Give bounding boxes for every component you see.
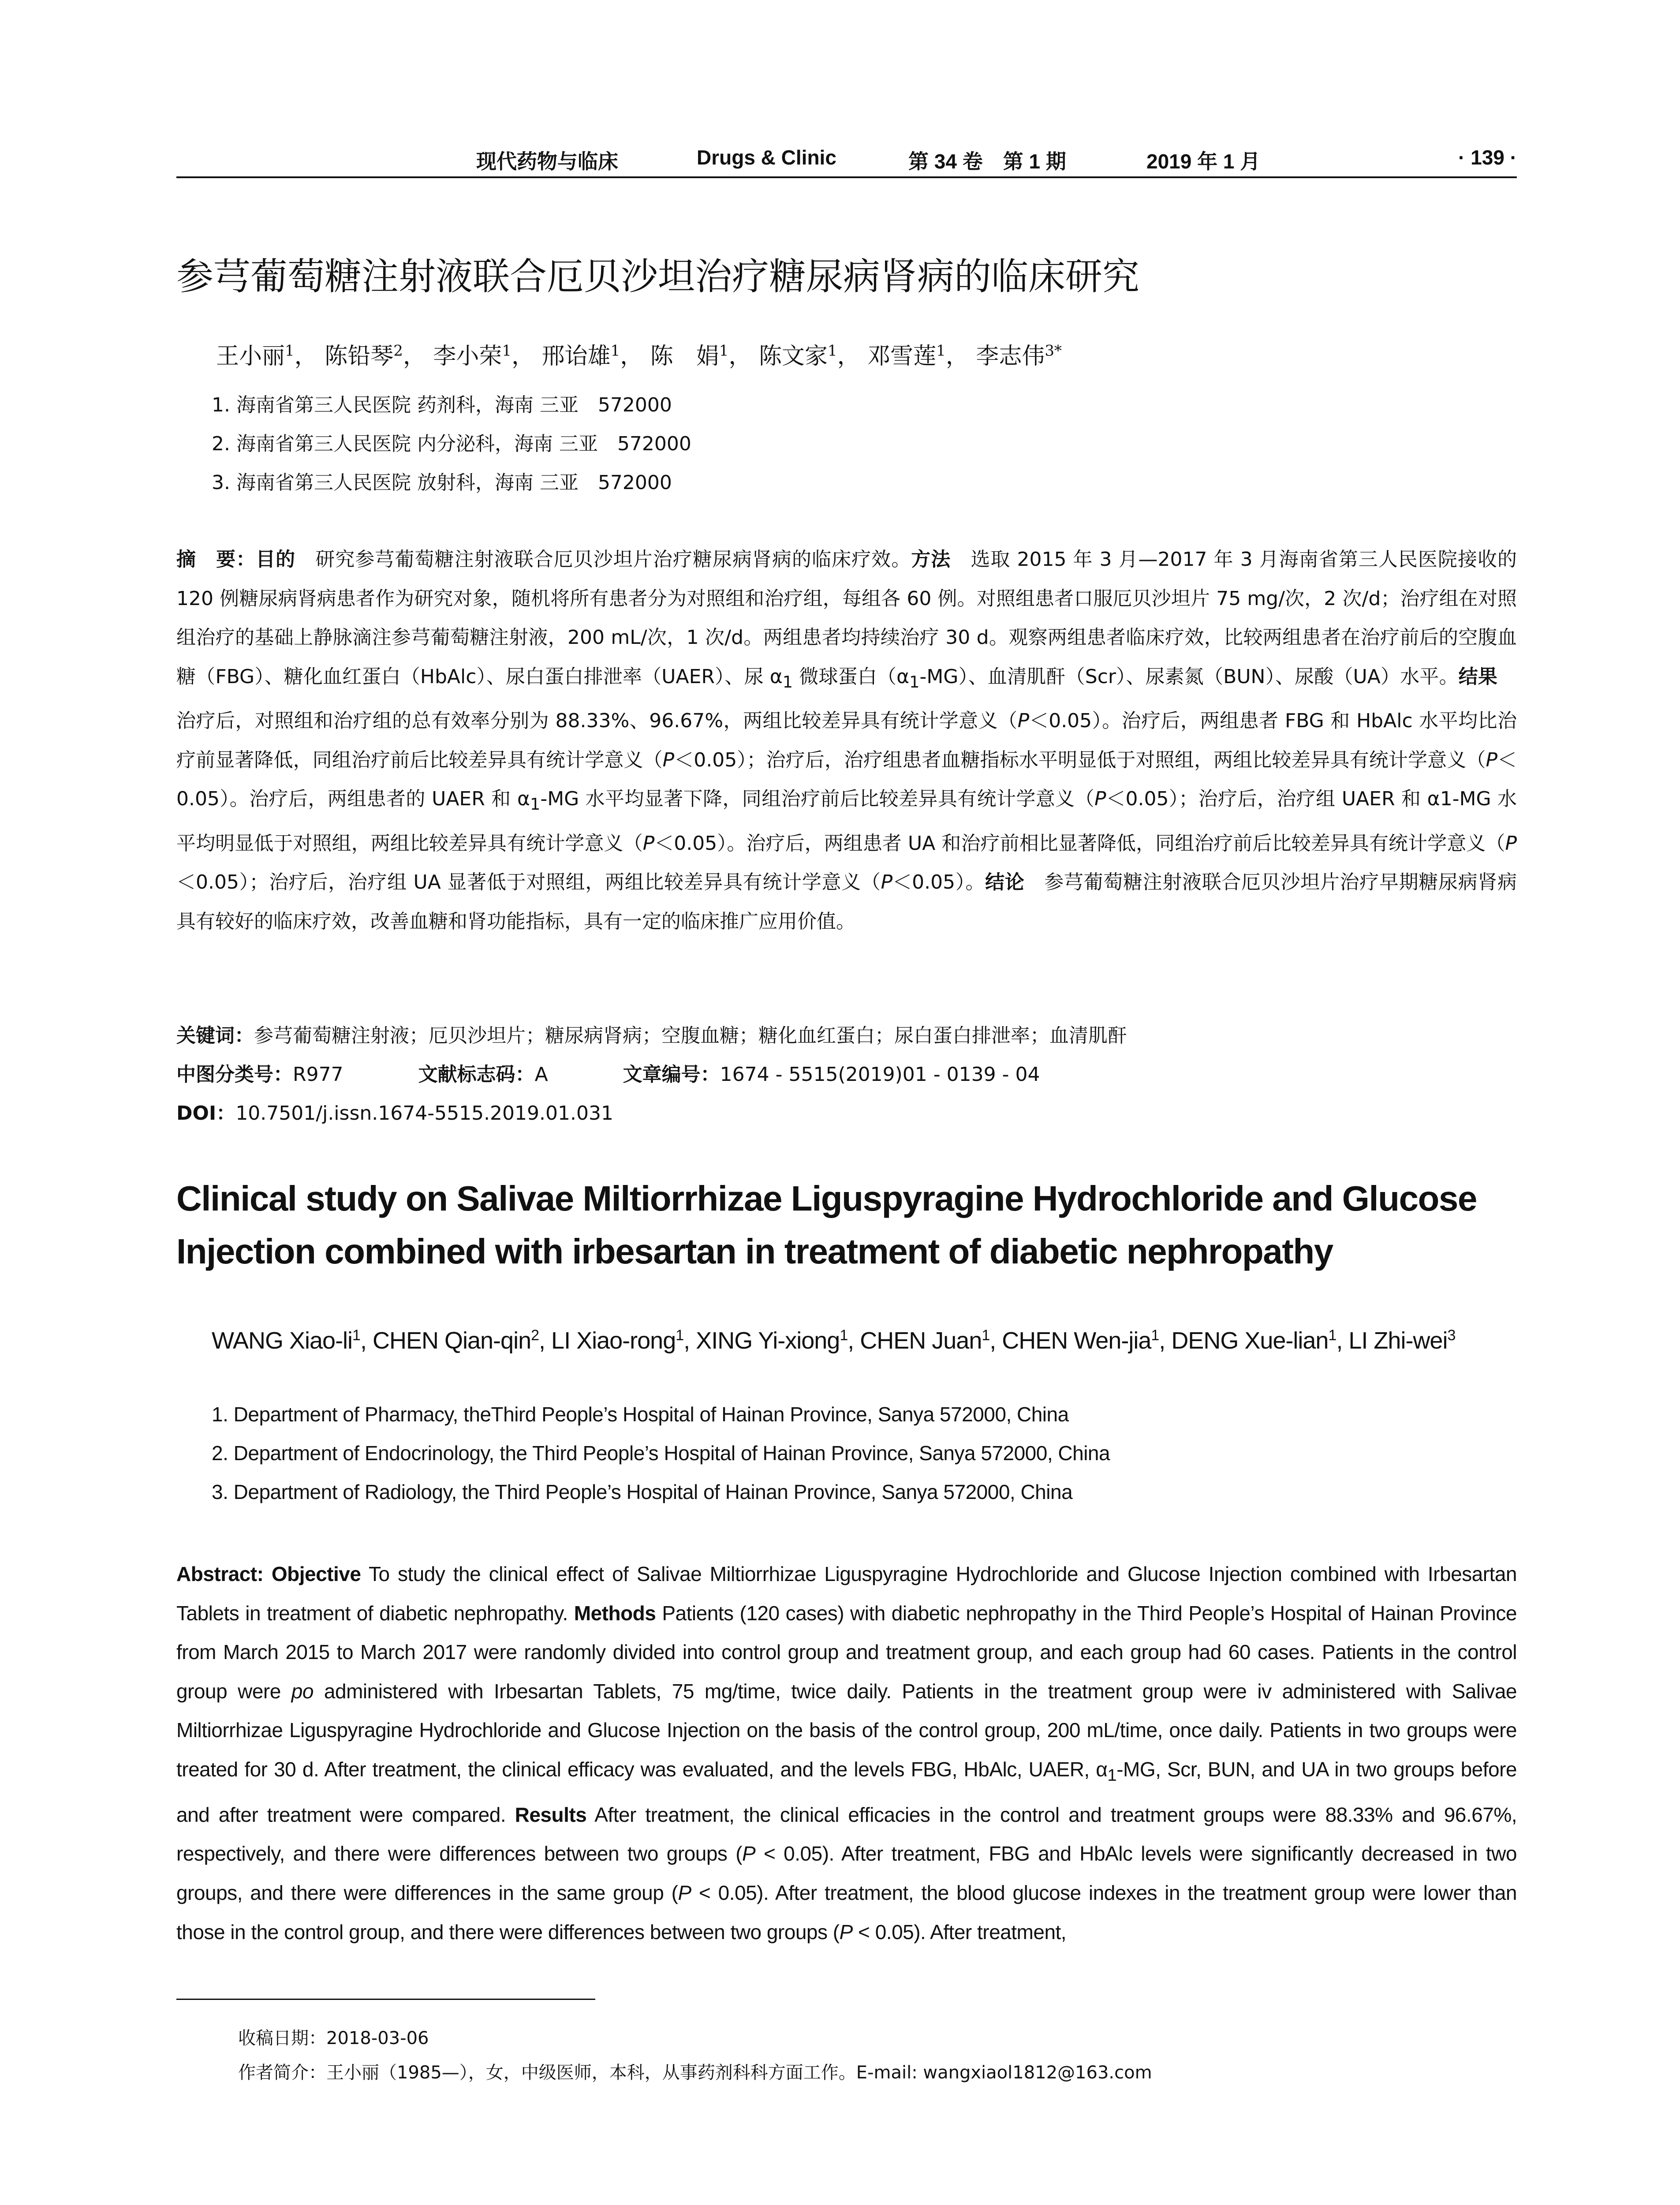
- doi-value: 10.7501/j.issn.1674-5515.2019.01.031: [235, 1102, 613, 1125]
- journal-name-en: Drugs & Clinic: [697, 146, 836, 169]
- author-en: CHEN Qian-qin$^2$: [372, 1327, 539, 1354]
- affiliation-cn: 3. 海南省第三人民医院 放射科，海南 三亚 572000: [212, 471, 672, 494]
- document-code: A: [534, 1063, 548, 1086]
- results-label-cn: 结果: [1458, 665, 1497, 688]
- clc-number: R977: [293, 1063, 343, 1086]
- affiliation-en: 1. Department of Pharmacy, theThird People’s Hospital of Hainan Province, Sanya 572000, China: [212, 1403, 1069, 1426]
- objective-label-cn: 目的: [256, 548, 296, 571]
- abstract-en: Abstract: Objective To study the clinical effect of Salivae Miltiorrhizae Liguspyragine Hydrochloride and Glucose Injection combined with Irbesartan Tablets in treatment of diabetic nephropathy. Methods Patients (120 cases) with diabetic nephropathy in the Third People’s Hospital of Hainan Province from March 2015 to March 2017 were randomly divided into control group and treatment group, and each group had 60 cases. Patients in the control group were po administered with Irbesartan Tablets, 75 mg/time, twice daily. Patients in the treatment group were iv administered with Salivae Miltiorrhizae Liguspyragine Hydrochloride and Glucose Injection on the basis of the control group, 200 mL/time, once daily. Patients in two groups were treated for 30 d. After treatment, the clinical efficacy was evaluated, and the levels FBG, HbAlc, UAER, $\alpha_1-MG$, Scr, BUN, and UA in two groups before and after treatment were compared. Results After treatment, the clinical efficacies in the control and treatment groups were 88.33% and 96.67%, respectively, and there were differences between two groups (P < 0.05). After treatment, FBG and HbAlc levels were significantly decreased in two groups, and there were differences in the same group (P < 0.05). After treatment, the blood glucose indexes in the treatment group were lower than those in the control group, and there were differences between two groups (P < 0.05). After treatment,: [176, 1562, 1517, 1943]
- abstract-label-en: Abstract:: [176, 1562, 264, 1585]
- journal-name-cn: 现代药物与临床: [476, 150, 618, 173]
- running-header: [176, 140, 1517, 176]
- abstract-label-cn: 摘 要：: [176, 548, 256, 571]
- objective-label-en: Objective: [271, 1562, 361, 1585]
- classification-line: 中图分类号：R977 文献标志码：A 文章编号：1674 - 5515(2019)01 - 0139 - 04: [176, 1063, 1040, 1086]
- volume-issue: 第 34 卷 第 1 期: [908, 150, 1066, 173]
- author-cn: 陈铅琴$^2$: [325, 342, 403, 370]
- keywords-label: 关键词：: [176, 1024, 254, 1047]
- affiliation-cn: 1. 海南省第三人民医院 药剂科，海南 三亚 572000: [212, 394, 672, 416]
- issue-date: 2019 年 1 月: [1146, 150, 1261, 173]
- author-cn: 陈 娟$^1$: [650, 342, 729, 370]
- affiliation-cn: 2. 海南省第三人民医院 内分泌科，海南 三亚 572000: [212, 433, 691, 455]
- affiliation-en: 2. Department of Endocrinology, the Third People’s Hospital of Hainan Province, Sanya 572000, China: [212, 1442, 1110, 1465]
- author-en: LI Zhi-wei$^3$: [1348, 1327, 1456, 1354]
- abstract-cn: 摘 要：目的 研究参芎葡萄糖注射液联合厄贝沙坦片治疗糖尿病肾病的临床疗效。方法 选取 2015 年 3 月—2017 年 3 月海南省第三人民医院接收的 120 例糖尿病肾病患者作为研究对象，随机将所有患者分为对照组和治疗组，每组各 60 例。对照组患者口服厄贝沙坦片 75 mg/次，2 次/d；治疗组在对照组治疗的基础上静脉滴注参芎葡萄糖注射液，200 mL/次，1 次/d。两组患者均持续治疗 30 d。观察两组患者临床疗效，比较两组患者在治疗前后的空腹血糖（FBG）、糖化血红蛋白（HbAlc）、尿白蛋白排泄率（UAER）、尿 $\alpha_1$ 微球蛋白$(\alpha_1-MG)$、血清肌酐（Scr）、尿素氮（BUN）、尿酸（UA）水平。结果 治疗后，对照组和治疗组的总有效率分别为 88.33%、96.67%，两组比较差异具有统计学意义（P＜0.05）。治疗后，两组患者 FBG 和 HbAlc 水平均比治疗前显著降低，同组治疗前后比较差异具有统计学意义（P＜0.05）；治疗后，治疗组患者血糖指标水平明显低于对照组，两组比较差异具有统计学意义（P＜0.05）。治疗后，两组患者的 UAER 和 $\alpha_1-MG$ 水平均显著下降，同组治疗前后比较差异具有统计学意义（P＜0.05）；治疗后，治疗组 UAER 和 α1-MG 水平均明显低于对照组，两组比较差异具有统计学意义（P＜0.05）。治疗后，两组患者 UA 和治疗前相比显著降低，同组治疗前后比较差异具有统计学意义（P＜0.05）；治疗后，治疗组 UA 显著低于对照组，两组比较差异具有统计学意义（P＜0.05）。结论 参芎葡萄糖注射液联合厄贝沙坦片治疗早期糖尿病肾病具有较好的临床疗效，改善血糖和肾功能指标，具有一定的临床推广应用价值。: [176, 548, 1517, 933]
- author-cn: 陈文家$^1$: [758, 342, 837, 370]
- received-date: 收稿日期：2018-03-06: [238, 2028, 429, 2048]
- results-label-en: Results: [515, 1803, 587, 1826]
- conclusion-label-cn: 结论: [985, 871, 1025, 894]
- author-en: DENG Xue-lian$^1$: [1171, 1327, 1337, 1354]
- author-list-en: WANG Xiao-$li^1$, CHEN Qian-qin$^2$, LI Xiao-rong$^1$, XING Yi-xiong$^1$, CHEN Juan$^1$, CHEN Wen-jia$^1$, DENG Xue-lian$^1$, LI Zhi-wei$^3$: [212, 1327, 1456, 1354]
- author-en: CHEN Juan$^1$: [860, 1327, 990, 1354]
- page-number: · 139 ·: [1458, 146, 1517, 169]
- article-number: 1674 - 5515(2019)01 - 0139 - 04: [720, 1063, 1040, 1086]
- footnote-rule: [176, 1999, 595, 2000]
- header-rule: [176, 176, 1517, 178]
- author-en: LI Xiao-rong$^1$: [551, 1327, 684, 1354]
- author-bio: 作者简介：王小丽（1985—），女，中级医师，本科，从事药剂科科方面工作。E-mail: wangxiaol1812@163.com: [238, 2063, 1152, 2083]
- author-en: CHEN Wen-jia$^1$: [1002, 1327, 1159, 1354]
- doi-line: DOI：10.7501/j.issn.1674-5515.2019.01.031: [176, 1102, 613, 1125]
- article-title-cn: 参芎葡萄糖注射液联合厄贝沙坦治疗糖尿病肾病的临床研究: [176, 255, 1140, 298]
- author-en: XING Yi-xiong$^1$: [696, 1327, 848, 1354]
- author-cn: 邢诒雄$^1$: [541, 342, 620, 370]
- affiliation-en: 3. Department of Radiology, the Third People’s Hospital of Hainan Province, Sanya 572000, China: [212, 1480, 1073, 1503]
- author-cn: 邓雪莲$^1$: [867, 342, 946, 370]
- author-cn: 王小丽$^1$: [216, 342, 295, 370]
- article-title-en: Clinical study on Salivae Miltiorrhizae Liguspyragine Hydrochloride and Glucose Injection combined with irbesartan in treatment of diabetic nephropathy: [176, 1179, 1477, 1271]
- methods-label-en: Methods: [574, 1601, 656, 1625]
- author-list-cn: 王小丽$^1$， 陈铅琴$^2$， 李小荣$^1$， 邢诒雄$^1$， 陈 娟$^1$， 陈文家$^1$， 邓雪莲$^1$， 李志伟$^{3*}$: [216, 342, 1062, 370]
- author-en: WANG Xiao-$li^1$: [212, 1327, 360, 1354]
- methods-label-cn: 方法: [911, 548, 951, 571]
- author-cn: 李志伟$^{3*}$: [976, 342, 1062, 370]
- keywords-cn: 关键词：参芎葡萄糖注射液；厄贝沙坦片；糖尿病肾病；空腹血糖；糖化血红蛋白；尿白蛋白排泄率；血清肌酐: [176, 1024, 1127, 1047]
- author-cn: 李小荣$^1$: [433, 342, 512, 370]
